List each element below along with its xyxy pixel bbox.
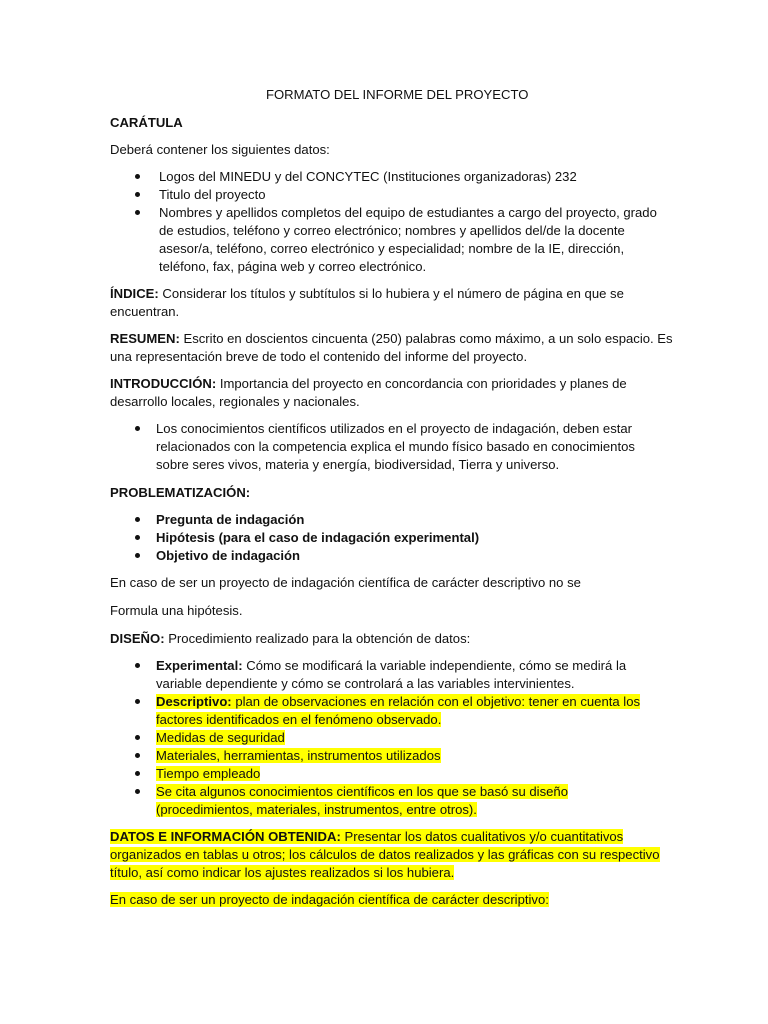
experimental-text: Cómo se modificará la variable independiente, cómo se medirá la bbox=[242, 658, 627, 673]
introduccion-bullet-line: relacionados con la competencia explica el mundo físico basado en conocimientos bbox=[156, 439, 635, 454]
descriptivo-text: factores identificados en el fenómeno observado. bbox=[156, 712, 442, 727]
datos-text: organizados en tablas u otros; los cálculos de datos realizados y las gráficas con su respectivo bbox=[110, 847, 660, 862]
resumen-label: RESUMEN: bbox=[110, 331, 180, 346]
bullet-icon bbox=[135, 174, 140, 179]
caratula-item-3-line: de estudios, teléfono y correo electrónico; nombres y apellidos del/de la docente bbox=[159, 223, 625, 238]
indice-text: encuentran. bbox=[110, 304, 180, 319]
experimental-text: variable dependiente y cómo se controlará a las variables intervinientes. bbox=[156, 676, 575, 691]
caratula-item-3-line: asesor/a, teléfono, correo electrónico y especialidad; nombre de la IE, dirección, bbox=[159, 241, 625, 256]
introduccion-bullet-line: Los conocimientos científicos utilizados en el proyecto de indagación, deben estar bbox=[156, 421, 633, 436]
bullet-icon bbox=[135, 753, 140, 758]
problematizacion-item-1: Pregunta de indagación bbox=[156, 512, 305, 527]
resumen-text: Escrito en doscientos cincuenta (250) palabras como máximo, a un solo espacio. Es bbox=[179, 331, 673, 346]
caratula-item-3-line: teléfono, fax, página web y correo electrónico. bbox=[159, 259, 427, 274]
bullet-icon bbox=[135, 553, 140, 558]
bullet-icon bbox=[135, 771, 140, 776]
datos-text: título, así como indicar los ajustes realizados si los hubiera. bbox=[110, 865, 455, 880]
diseno-paragraph bbox=[110, 630, 470, 647]
diseno-item-text: Materiales, herramientas, instrumentos utilizados bbox=[156, 748, 441, 763]
indice-text: Considerar los títulos y subtítulos si lo hubiera y el número de página en que se bbox=[158, 286, 624, 301]
final-text: En caso de ser un proyecto de indagación científica de carácter descriptivo: bbox=[110, 892, 549, 907]
bullet-icon bbox=[135, 789, 140, 794]
diseno-item-text: Medidas de seguridad bbox=[156, 730, 285, 745]
diseno-item-tiempo bbox=[156, 765, 260, 782]
problematizacion-item-3: Objetivo de indagación bbox=[156, 548, 301, 563]
diseno-item-text: Se cita algunos conocimientos científicos en los que se basó su diseño bbox=[156, 784, 568, 799]
datos-paragraph bbox=[110, 828, 660, 882]
indice-label: ÍNDICE: bbox=[110, 286, 159, 301]
bullet-icon bbox=[135, 426, 140, 431]
introduccion-label: INTRODUCCIÓN: bbox=[110, 376, 217, 391]
diseno-item-seguridad bbox=[156, 729, 285, 746]
bullet-icon bbox=[135, 517, 140, 522]
descriptivo-label: Descriptivo: bbox=[156, 694, 232, 709]
diseno-descriptivo bbox=[156, 693, 640, 729]
caratula-item-3-line: Nombres y apellidos completos del equipo de estudiantes a cargo del proyecto, grado bbox=[159, 205, 657, 220]
introduccion-bullet bbox=[156, 420, 635, 474]
datos-text: Presentar los datos cualitativos y/o cuantitativos bbox=[340, 829, 624, 844]
introduccion-bullet-line: sobre seres vivos, materia y energía, biodiversidad, Tierra y universo. bbox=[156, 457, 560, 472]
diseno-experimental bbox=[156, 657, 626, 693]
resumen-text: una representación breve de todo el contenido del informe del proyecto. bbox=[110, 349, 528, 364]
resumen-paragraph bbox=[110, 330, 673, 366]
diseno-text: Procedimiento realizado para la obtención de datos: bbox=[164, 631, 471, 646]
diseno-label: DISEÑO: bbox=[110, 631, 165, 646]
document-title: FORMATO DEL INFORME DEL PROYECTO bbox=[266, 87, 529, 102]
datos-label: DATOS E INFORMACIÓN OBTENIDA: bbox=[110, 829, 341, 844]
bullet-icon bbox=[135, 735, 140, 740]
diseno-item-text: Tiempo empleado bbox=[156, 766, 261, 781]
descriptivo-text: plan de observaciones en relación con el objetivo: tener en cuenta los bbox=[231, 694, 641, 709]
bullet-icon bbox=[135, 535, 140, 540]
problematizacion-item-2: Hipótesis (para el caso de indagación experimental) bbox=[156, 530, 480, 545]
caratula-item-1: Logos del MINEDU y del CONCYTEC (Instituciones organizadoras) 232 bbox=[159, 169, 577, 184]
indice-paragraph bbox=[110, 285, 624, 321]
caratula-intro: Deberá contener los siguientes datos: bbox=[110, 142, 330, 157]
introduccion-text: desarrollo locales, regionales y nacionales. bbox=[110, 394, 360, 409]
introduccion-paragraph bbox=[110, 375, 627, 411]
caratula-item-3 bbox=[159, 204, 657, 276]
bullet-icon bbox=[135, 663, 140, 668]
problematizacion-heading: PROBLEMATIZACIÓN: bbox=[110, 485, 251, 500]
introduccion-text: Importancia del proyecto en concordancia con prioridades y planes de bbox=[216, 376, 627, 391]
bullet-icon bbox=[135, 210, 140, 215]
diseno-item-conocimientos bbox=[156, 783, 568, 819]
final-paragraph bbox=[110, 891, 549, 908]
problematizacion-note-1: En caso de ser un proyecto de indagación científica de carácter descriptivo no se bbox=[110, 575, 581, 590]
problematizacion-note-2: Formula una hipótesis. bbox=[110, 603, 243, 618]
caratula-heading: CARÁTULA bbox=[110, 115, 183, 130]
caratula-item-2: Titulo del proyecto bbox=[159, 187, 266, 202]
experimental-label: Experimental: bbox=[156, 658, 243, 673]
diseno-item-text: (procedimientos, materiales, instrumentos, entre otros). bbox=[156, 802, 477, 817]
bullet-icon bbox=[135, 699, 140, 704]
bullet-icon bbox=[135, 192, 140, 197]
diseno-item-materiales bbox=[156, 747, 441, 764]
